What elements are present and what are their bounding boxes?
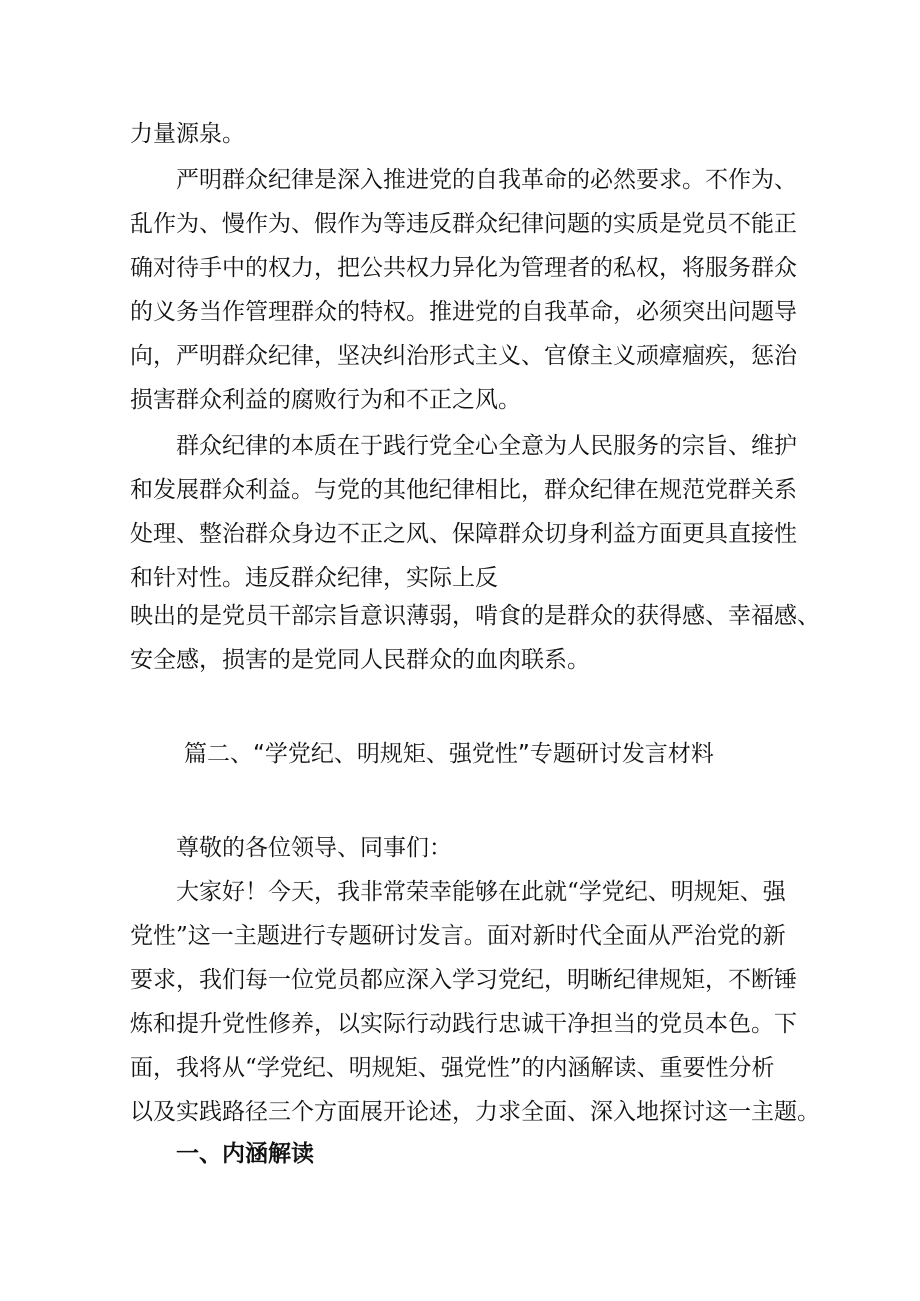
paragraph-line: 处理、整治群众身边不正之风、保障群众切身利益方面更具直接性 — [130, 521, 797, 547]
paragraph-line: 的义务当作管理群众的特权。推进党的自我革命，必须突出问题导 — [130, 299, 797, 325]
paragraph-line: 要求，我们每一位党员都应深入学习党纪，明晰纪律规矩，不断锤 — [130, 967, 797, 993]
paragraph-line: 面，我将从“学党纪、明规矩、强党性”的内涵解读、重要性分析 — [130, 1055, 775, 1081]
paragraph-line: 和针对性。违反群众纪律，实际上反 — [130, 565, 498, 591]
paragraph-line: 确对待手中的权力，把公共权力异化为管理者的私权，将服务群众 — [130, 255, 797, 281]
paragraph-line: 炼和提升党性修养，以实际行动践行忠诚干净担当的党员本色。下 — [130, 1011, 797, 1037]
paragraph-line: 以及实践路径三个方面展开论述，力求全面、深入地探讨这一主题。 — [130, 1099, 820, 1125]
section-heading: 一、内涵解读 — [176, 1141, 314, 1167]
paragraph-line: 力量源泉。 — [130, 121, 245, 147]
paragraph-line: 大家好！今天，我非常荣幸能够在此就“学党纪、明规矩、强 — [176, 879, 786, 905]
paragraph-line: 乱作为、慢作为、假作为等违反群众纪律问题的实质是党员不能正 — [130, 211, 797, 237]
article-heading: 篇二、“学党纪、明规矩、强党性”专题研讨发言材料 — [184, 741, 714, 767]
paragraph-line: 向，严明群众纪律，坚决纠治形式主义、官僚主义顽瘴痼疾，惩治 — [130, 343, 797, 369]
paragraph-line: 映出的是党员干部宗旨意识薄弱，啃食的是群众的获得感、幸福感、 — [130, 603, 820, 629]
greeting-line: 尊敬的各位领导、同事们： — [176, 835, 452, 861]
paragraph-line: 损害群众利益的腐败行为和不正之风。 — [130, 387, 521, 413]
paragraph-line: 和发展群众利益。与党的其他纪律相比，群众纪律在规范党群关系 — [130, 477, 797, 503]
paragraph-line: 严明群众纪律是深入推进党的自我革命的必然要求。不作为、 — [176, 167, 797, 193]
paragraph-line: 安全感，损害的是党同人民群众的血肉联系。 — [130, 647, 590, 673]
paragraph-line: 群众纪律的本质在于践行党全心全意为人民服务的宗旨、维护 — [176, 433, 797, 459]
paragraph-line: 党性”这一主题进行专题研讨发言。面对新时代全面从严治党的新 — [130, 923, 786, 949]
